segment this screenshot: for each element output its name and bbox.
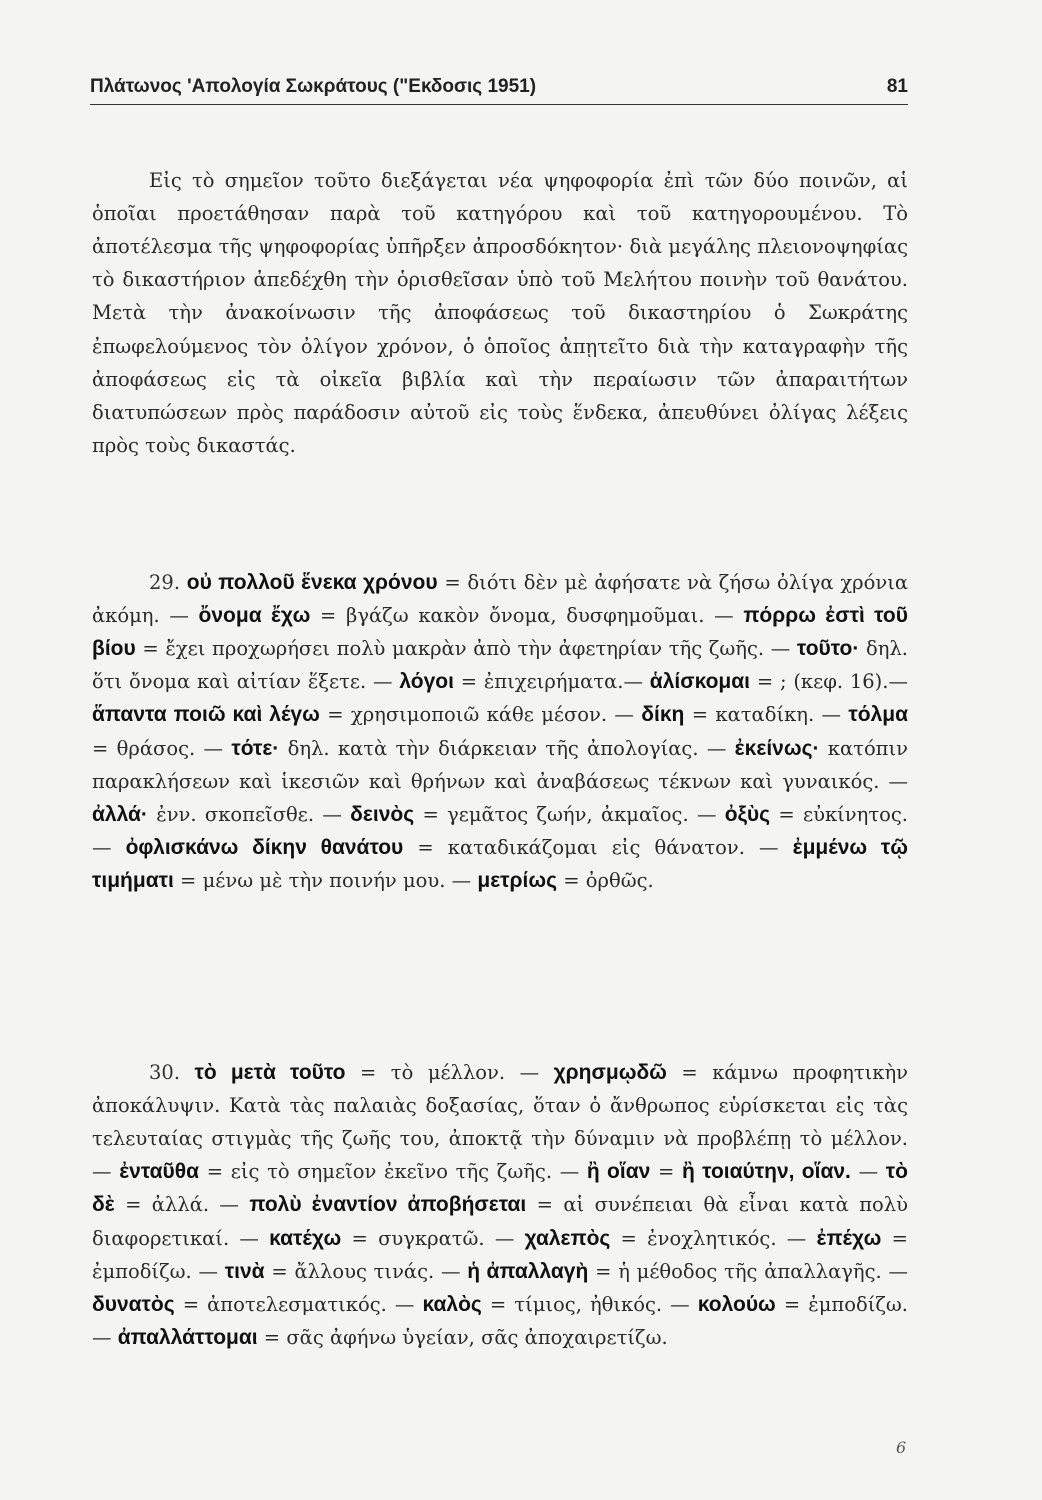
- lemma-gloss: = ἡ μέθοδος τῆς ἀπαλλαγῆς. —: [588, 1259, 908, 1283]
- lemma-term: κολούω: [697, 1292, 776, 1316]
- lemma-term: ἢ οἵαν: [586, 1160, 651, 1184]
- lemma-gloss: = ; (κεφ. 16).—: [750, 670, 908, 694]
- lemma-gloss: ἐνν. σκοπεῖσθε. —: [147, 802, 351, 826]
- lemma-term: πολὺ ἐναντίον ἀποβήσεται: [249, 1193, 527, 1217]
- lemma-term: χρησμῳδῶ: [553, 1060, 667, 1084]
- note-items: [92, 571, 908, 893]
- lemma-term: λόγοι: [399, 670, 454, 694]
- lemma-gloss: = ἐμποδίζω. —: [92, 1226, 908, 1283]
- note-30: [92, 1056, 908, 1355]
- lemma-term: ἡ ἀπαλλαγὴ: [467, 1259, 589, 1283]
- running-title: Πλάτωνος 'Απολογία Σωκράτους ("Εκδοσις 1951): [90, 76, 537, 97]
- lemma-term: ἀπαλλάττομαι: [117, 1326, 258, 1350]
- lemma-term: τόλμα: [848, 703, 909, 727]
- lemma-gloss: = ἐπιχειρήματα.—: [453, 670, 650, 694]
- lemma-term: ὀξὺς: [724, 802, 771, 826]
- lemma-gloss: = καταδικάζομαι εἰς θάνατον. —: [403, 836, 793, 860]
- lemma-gloss: = θράσος. —: [92, 736, 232, 760]
- lemma-gloss: = τὸ μέλλον. —: [345, 1060, 554, 1084]
- intro-paragraph: Εἰς τὸ σημεῖον τοῦτο διεξάγεται νέα ψηφοφορία ἐπὶ τῶν δύο ποινῶν, αἱ ὁποῖαι προετάθησαν παρὰ τοῦ κατηγόρου καὶ τοῦ κατηγορουμένου. Τὸ ἀποτέλεσμα τῆς ψηφοφορίας ὑπῆρξεν ἀπροσδόκητον· διὰ μεγάλης πλειονοψηφίας τὸ δικαστήριον ἀπεδέχθη τὴν ὁρισθεῖσαν ὑπὸ τοῦ Μελήτου ποινὴν τοῦ θανάτου. Μετὰ τὴν ἀνακοίνωσιν τῆς ἀποφάσεως τοῦ δικαστηρίου ὁ Σωκράτης ἐπωφελούμενος τὸν ὀλίγον χρόνον, ὁ ὁποῖος ἀπῃτεῖτο διὰ τὴν καταγραφὴν τῆς ἀποφάσεως εἰς τὰ οἰκεῖα βιβλία καὶ τὴν περαίωσιν τῶν ἀπαραιτήτων διατυπώσεων πρὸς παράδοσιν αὐτοῦ εἰς τοὺς ἕνδεκα, ἀπευθύνει ὀλίγας λέξεις πρὸς τοὺς δικαστάς.: [92, 168, 908, 458]
- lemma-term: τὸ δὲ: [92, 1160, 908, 1217]
- lemma-gloss: = εἰς τὸ σημεῖον ἐκεῖνο τῆς ζωῆς. —: [199, 1160, 587, 1184]
- lemma-term: δεινὸς: [350, 802, 415, 826]
- lemma-gloss: = ἀποτελεσματικός. —: [174, 1292, 423, 1316]
- lemma-gloss: = συγκρατῶ. —: [341, 1226, 525, 1250]
- lemma-gloss: δηλ. ὅτι ὄνομα καὶ αἰτίαν ἕξετε. —: [92, 636, 908, 694]
- lemma-term: πόρρω ἐστὶ τοῦ βίου: [92, 603, 908, 660]
- note-number: 29.: [149, 570, 181, 594]
- lemma-term: τοῦτο·: [796, 636, 860, 660]
- lemma-gloss: = εὐκίνητος. —: [92, 802, 908, 860]
- lemma-gloss: = τίμιος, ἠθικός. —: [481, 1292, 698, 1316]
- lemma-gloss: = γεμᾶτος ζωήν, ἀκμαῖος. —: [414, 802, 725, 826]
- lemma-gloss: =: [650, 1160, 683, 1184]
- lemma-term: τὸ μετὰ τοῦτο: [194, 1060, 346, 1084]
- running-head: [90, 70, 908, 105]
- lemma-gloss: —: [850, 1160, 886, 1184]
- lemma-gloss: δηλ. κατὰ τὴν διάρκειαν τῆς ἀπολογίας. —: [279, 736, 735, 760]
- lemma-term: ἐκείνως·: [734, 736, 820, 760]
- lemma-gloss: = κάμνω προφητικὴν ἀποκάλυψιν. Κατὰ τὰς παλαιὰς δοξασίας, ὅταν ὁ ἄνθρωπος εὑρίσκεται εἰς τὰς τελευταίας στιγμὰς τῆς ζωῆς του, ἀποκτᾷ τὴν δύναμιν νὰ προβλέπῃ τὸ μέλλον. —: [92, 1060, 909, 1184]
- lemma-gloss: κατόπιν παρακλήσεων καὶ ἱκεσιῶν καὶ θρήνων καὶ ἀναβάσεως τέκνων καὶ γυναικός. —: [92, 736, 908, 793]
- lemma-gloss: = καταδίκη. —: [684, 703, 849, 727]
- lemma-term: μετρίως: [477, 869, 558, 893]
- lemma-term: τινὰ: [224, 1259, 265, 1283]
- lemma-term: δυνατὸς: [92, 1292, 175, 1316]
- lemma-term: ἅπαντα ποιῶ καὶ λέγω: [92, 703, 320, 727]
- lemma-term: δίκη: [641, 703, 685, 727]
- lemma-term: ἢ τοιαύτην, οἵαν.: [682, 1160, 851, 1184]
- lemma-gloss: = διότι δὲν μὲ ἀφήσατε νὰ ζήσω ὀλίγα χρόνια ἀκόμη. —: [92, 570, 909, 627]
- lemma-term: καλὸς: [422, 1292, 482, 1316]
- note-number: 30.: [149, 1060, 181, 1084]
- lemma-gloss: = αἱ συνέπειαι θὰ εἶναι κατὰ πολὺ διαφορετικαί. —: [92, 1193, 908, 1250]
- lemma-gloss: = σᾶς ἀφήνω ὑγείαν, σᾶς ἀποχαιρετίζω.: [257, 1326, 668, 1350]
- lemma-term: ὀφλισκάνω δίκην θανάτου: [125, 836, 404, 860]
- note-items: [92, 1061, 908, 1350]
- lemma-term: χαλεπὸς: [524, 1226, 611, 1250]
- lemma-term: ὄνομα ἔχω: [198, 603, 311, 627]
- lemma-gloss: = ἀλλά. —: [114, 1193, 250, 1217]
- page-number: 81: [886, 76, 908, 97]
- lemma-term: ἐμμένω τῷ τιμήματι: [92, 836, 908, 893]
- lemma-gloss: = χρησιμοποιῶ κάθε μέσον. —: [319, 703, 642, 727]
- lemma-term: ἐπέχω: [816, 1226, 882, 1250]
- lemma-gloss: = ἄλλους τινάς. —: [264, 1259, 468, 1283]
- signature-mark: 6: [896, 1438, 907, 1457]
- lemma-term: οὐ πολλοῦ ἕνεκα χρόνου: [186, 570, 438, 594]
- lemma-term: ἀλλά·: [92, 802, 148, 826]
- lemma-gloss: = ἐνοχλητικός. —: [610, 1226, 817, 1250]
- lemma-gloss: = ἐμποδίζω. —: [92, 1292, 909, 1350]
- lemma-term: κατέχω: [269, 1226, 342, 1250]
- lemma-gloss: = ὀρθῶς.: [557, 869, 654, 893]
- lemma-gloss: = ἔχει προχωρήσει πολὺ μακρὰν ἀπὸ τὴν ἀφετηρίαν τῆς ζωῆς. —: [135, 636, 797, 660]
- note-29: [92, 566, 908, 898]
- lemma-gloss: = μένω μὲ τὴν ποινήν μου. —: [173, 869, 478, 893]
- lemma-term: ἐνταῦθα: [119, 1160, 200, 1184]
- lemma-term: τότε·: [231, 736, 280, 760]
- lemma-gloss: = βγάζω κακὸν ὄνομα, δυσφημοῦμαι. —: [310, 603, 744, 627]
- lemma-term: ἁλίσκομαι: [649, 670, 751, 694]
